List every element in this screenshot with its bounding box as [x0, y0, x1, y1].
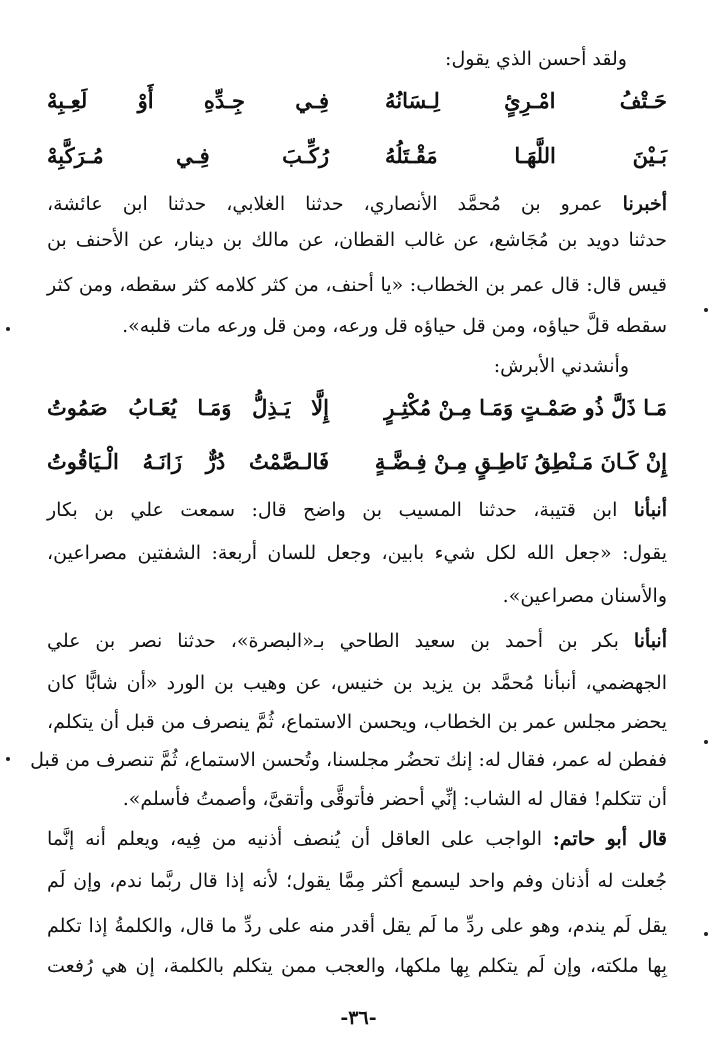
verse-intro-line: ولقد أحسن الذي يقول: — [445, 48, 627, 70]
verse-first-hemistich: حَـتْفُ امْـرِئٍ لِـسَانُهُ — [385, 88, 667, 113]
margin-mark — [704, 308, 708, 312]
paragraph-line — [47, 191, 667, 217]
page-number: -٣٦- — [340, 1007, 377, 1029]
paragraph-line: حدثنا دويد بن مُجَاشع، عن غالب القطان، عن مالك بن دينار، عن الأحنف بن — [47, 229, 667, 251]
narration-text: عمرو بن مُحمَّد الأنصاري، حدثنا الغلابي، حدثنا ابن عائشة، — [47, 193, 603, 215]
paragraph-line: بِها ملكته، وإن لَم يتكلم بِها ملكها، والعجب ممن يتكلم بالكلمة، إن هي رُفعت — [47, 955, 667, 977]
narration-lead: أخبرنا — [622, 193, 667, 215]
verse-couplet — [47, 141, 667, 171]
paragraph-line: يقل لَم يندم، وهو على ردِّ ما لَم يقل أقدر منه على ردِّ ما قال، والكلمةُ إذا تكلم — [47, 915, 667, 937]
narration-lead: أنبأنا — [633, 499, 667, 521]
verse-first-hemistich: مَـا ذَلَّ ذُو صَمْـتٍ وَمَـا مِـنْ مُكْثِـرٍ — [384, 395, 667, 420]
verse-intro-line: وأنشدني الأبرش: — [493, 355, 629, 377]
paragraph-line: أن تتكلم! فقال له الشاب: إنِّي أحضر فأتوقَّى وأتقىَّ، وأصمتُ فأسلم». — [122, 788, 667, 810]
narration-lead: قال أبو حاتم: — [552, 828, 667, 850]
paragraph-line: قيس قال: قال عمر بن الخطاب: «يا أحنف، من كثر كلامه كثر سقطه، ومن كثر — [47, 274, 667, 296]
verse-second-hemistich: إِلَّا يَـذِلُّ وَمَـا يُعَـابُ صَمُوتُ — [47, 395, 329, 420]
paragraph-line: الجهضمي، أنبأنا مُحمَّد بن يزيد بن خنيس، عن وهيب بن الورد «أن شابًّا كان — [47, 672, 667, 694]
verse-couplet — [47, 86, 667, 116]
paragraph-line: جُعلت له أذنان وفم واحد ليسمع أكثر مِمَّا يقول؛ لأنه إذا قال ربَّما ندم، وإن لَم — [47, 870, 667, 892]
verse-second-hemistich: فِـي جِـدِّهِ أَوْ لَعِـبِهْ — [47, 88, 329, 113]
paragraph-line: سقطه قلَّ حياؤه، ومن قل حياؤه قل ورعه، ومن قل ورعه مات قلبه». — [122, 315, 667, 337]
margin-mark — [6, 327, 10, 331]
verse-first-hemistich: إِنْ كَـانَ مَـنْطِقُ نَاطِـقٍ مِـنْ فِـضَّـةٍ — [374, 449, 667, 474]
paragraph-line: يحضر مجلس عمر بن الخطاب، ويحسن الاستماع، ثُمَّ ينصرف من قبل أن يتكلم، — [47, 711, 667, 733]
narration-lead: أنبأنا — [633, 630, 667, 652]
paragraph-line — [47, 497, 667, 523]
narration-text: الواجب على العاقل أن يُنصف أذنيه من فِيه، ويعلم أنه إنَّما — [47, 828, 542, 850]
verse-second-hemistich: فَالـصَّمْتُ دُرٌّ زَانَـهُ الْـيَاقُوتُ — [47, 449, 329, 474]
paragraph-line — [47, 826, 667, 852]
narration-text: ابن قتيبة، حدثنا المسيب بن واضح قال: سمعت علي بن بكار — [47, 499, 618, 521]
verse-second-hemistich: رُكِّـبَ فِـي مُـرَكَّبِهْ — [47, 143, 329, 168]
verse-first-hemistich: بَـيْنَ اللَّهَـا مَقْـتَلُهُ — [385, 143, 667, 168]
margin-mark — [704, 932, 708, 936]
margin-mark — [6, 757, 10, 761]
paragraph-line: ففطن له عمر، فقال له: إنك تحضُر مجلسنا، وتُحسن الاستماع، ثُمَّ تنصرف من قبل — [30, 749, 667, 771]
paragraph-line: والأسنان مصراعين». — [502, 585, 667, 607]
narration-text: بكر بن أحمد بن سعيد الطاحي بـ«البصرة»، حدثنا نصر بن علي — [47, 630, 619, 652]
margin-mark — [704, 740, 708, 744]
verse-couplet — [47, 447, 667, 477]
paragraph-line — [47, 628, 667, 654]
verse-couplet — [47, 393, 667, 423]
paragraph-line: يقول: «جعل الله لكل شيء بابين، وجعل للسان أربعة: الشفتين مصراعين، — [47, 542, 667, 564]
